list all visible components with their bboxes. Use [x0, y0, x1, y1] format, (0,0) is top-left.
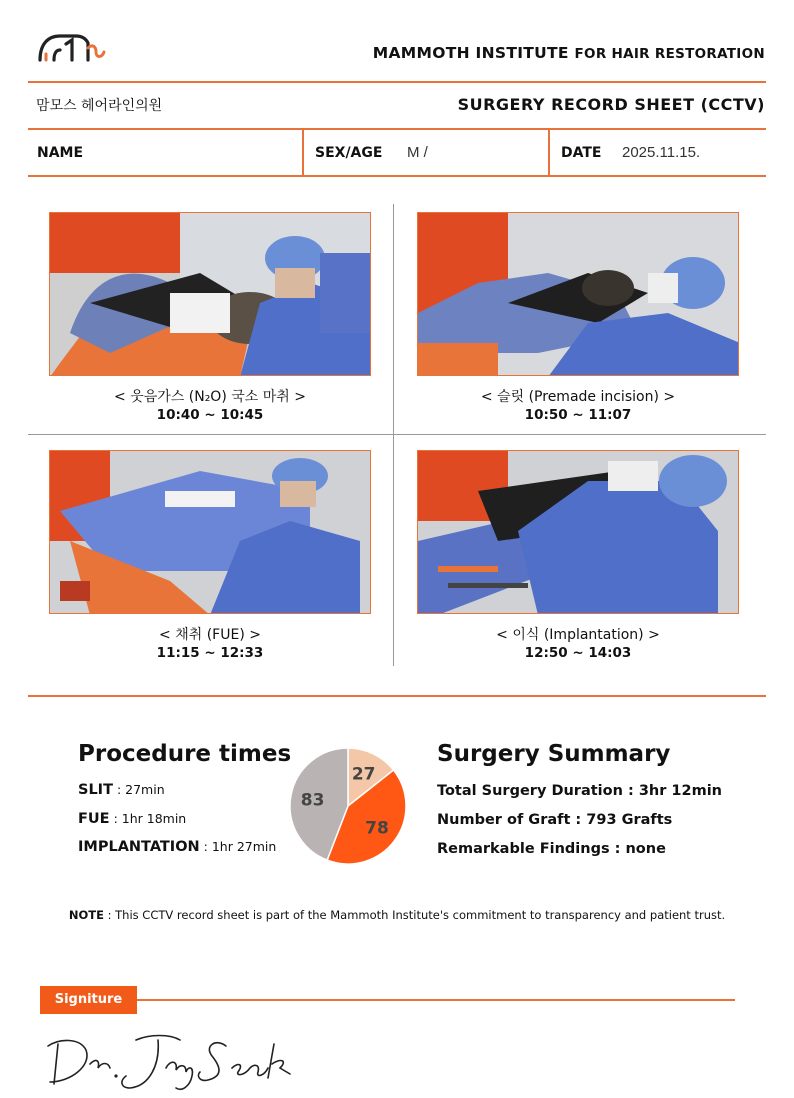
- photo-time: 12:50 ~ 14:03: [524, 645, 632, 661]
- procedure-label: IMPLANTATION: [78, 839, 200, 855]
- procedure-label: SLIT: [78, 782, 113, 798]
- grid-divider-vertical: [393, 204, 394, 666]
- graft-count: Number of Graft : 793 Grafts: [437, 812, 673, 828]
- photo-caption: [49, 388, 371, 424]
- procedure-time-row: SLIT : 27min: [78, 782, 165, 798]
- grid-divider-horizontal: [28, 434, 766, 435]
- photo-caption: [417, 626, 739, 662]
- photo-caption-text: < 슬릿 (Premade incision) >: [480, 389, 676, 405]
- mammoth-logo-icon: [36, 30, 108, 64]
- procedure-pie-chart: [286, 744, 410, 868]
- photo-time: 11:15 ~ 12:33: [156, 645, 264, 661]
- clinic-name-korean: 맘모스 헤어라인의원: [36, 98, 163, 114]
- divider: [28, 128, 766, 130]
- field-separator: [302, 130, 304, 176]
- signature-line: [137, 999, 735, 1001]
- cctv-photo-implantation: [417, 450, 739, 614]
- field-separator: [548, 130, 550, 176]
- procedure-value: 27min: [125, 782, 165, 797]
- name-label: NAME: [37, 145, 84, 161]
- note: [0, 908, 794, 922]
- cctv-photo-fue: [49, 450, 371, 614]
- divider: [28, 175, 766, 177]
- cctv-photo-slit: [417, 212, 739, 376]
- photo-time: 10:50 ~ 11:07: [524, 407, 632, 423]
- photo-caption-text: < 채취 (FUE) >: [159, 627, 261, 643]
- pie-slice-label: 78: [365, 818, 389, 839]
- brand-name: MAMMOTH INSTITUTE FOR HAIR RESTORATION: [372, 44, 765, 62]
- remarkable-findings: Remarkable Findings : none: [437, 841, 666, 857]
- divider: [28, 695, 766, 697]
- procedure-value: 1hr 27min: [211, 839, 277, 854]
- date-label: DATE: [561, 145, 602, 161]
- pie-slice-label: 83: [300, 790, 325, 811]
- signature-handwriting: [40, 1024, 310, 1094]
- sheet-title: SURGERY RECORD SHEET (CCTV): [457, 95, 765, 114]
- procedure-label: FUE: [78, 811, 110, 827]
- sex-age-label: SEX/AGE: [315, 145, 383, 161]
- note-text: : This CCTV record sheet is part of the Mammoth Institute's commitment to transparency and patient trust.: [103, 908, 726, 922]
- cctv-photo-anesthesia: [49, 212, 371, 376]
- total-duration: Total Surgery Duration : 3hr 12min: [437, 783, 723, 799]
- procedure-time-row: IMPLANTATION : 1hr 27min: [78, 839, 277, 855]
- procedure-value: 1hr 18min: [121, 811, 187, 826]
- photo-caption-text: < 웃음가스 (N₂O) 국소 마취 >: [114, 389, 306, 405]
- divider: [28, 81, 766, 83]
- sex-age-value: M /: [407, 144, 428, 161]
- date-value: 2025.11.15.: [622, 144, 701, 161]
- pie-slice-label: 27: [351, 764, 376, 785]
- photo-time: 10:40 ~ 10:45: [156, 407, 264, 423]
- signature-tag: Signiture: [40, 986, 137, 1014]
- photo-caption-text: < 이식 (Implantation) >: [496, 627, 660, 643]
- procedure-time-row: FUE : 1hr 18min: [78, 811, 187, 827]
- note-label: NOTE: [68, 908, 104, 922]
- procedure-times-title: Procedure times: [78, 741, 292, 767]
- surgery-summary-title: Surgery Summary: [437, 741, 671, 767]
- photo-caption: [417, 388, 739, 424]
- photo-caption: [49, 626, 371, 662]
